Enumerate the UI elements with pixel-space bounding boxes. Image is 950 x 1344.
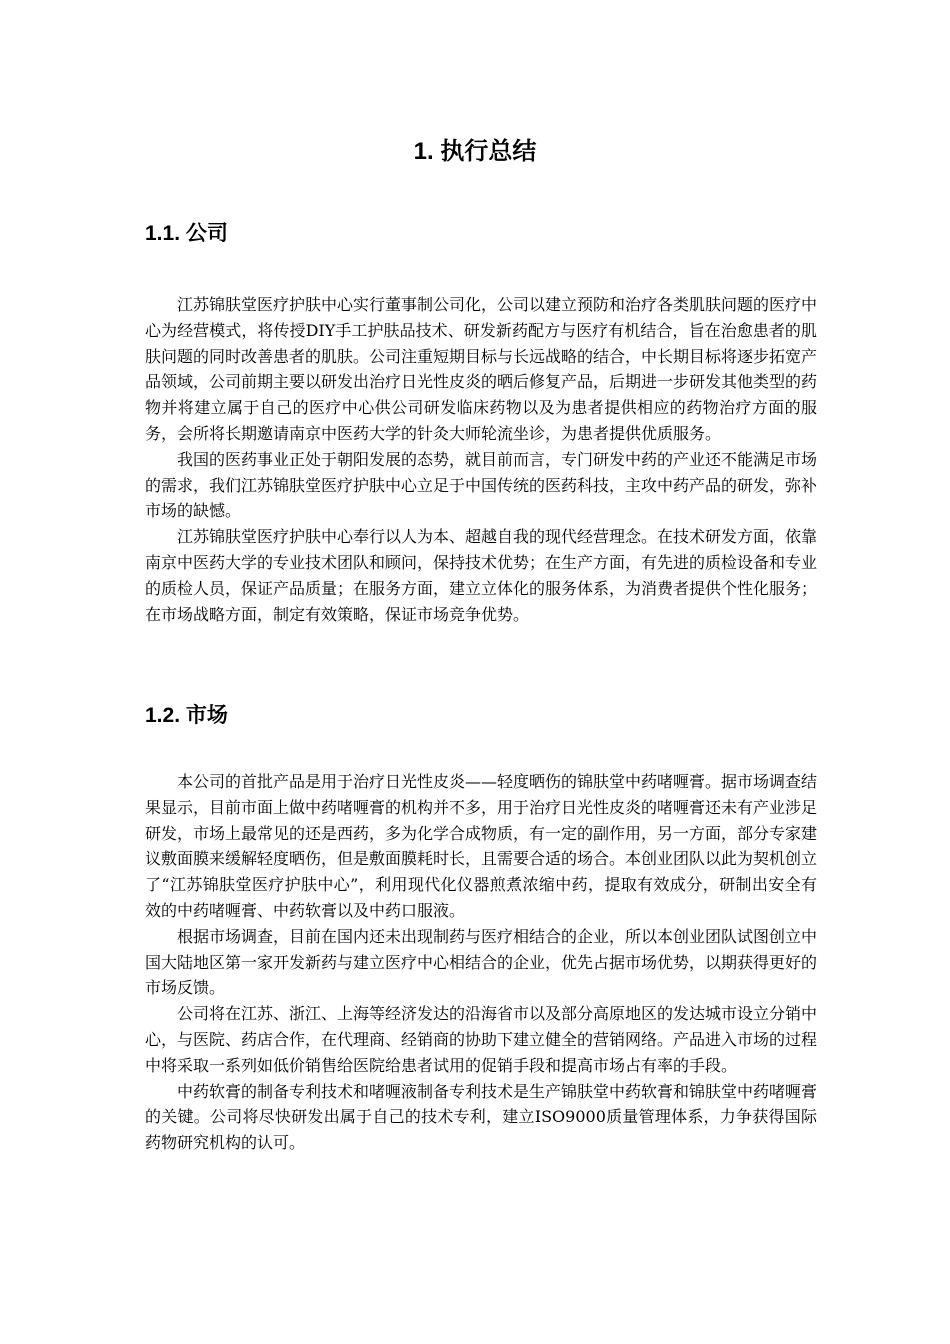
section-title-market: 1.2. 市场	[145, 704, 228, 727]
section-body-market	[145, 769, 817, 1156]
paragraph: 我国的医药事业正处于朝阳发展的态势，就目前而言，专门研发中药的产业还不能满足市场的需求，我们江苏锦肤堂医疗护肤中心立足于中国传统的医药科技，主攻中药产品的研发，弥补市场的缺憾。	[145, 449, 818, 521]
paragraph: 根据市场调查，目前在国内还未出现制药与医疗相结合的企业，所以本创业团队试图创立中国大陆地区第一家开发新药与建立医疗中心相结合的企业，优先占据市场优势，以期获得更好的市场反馈。	[145, 926, 818, 998]
section-title-company: 1.1. 公司	[145, 222, 228, 245]
paragraph: 中药软膏的制备专利技术和啫喱液制备专利技术是生产锦肤堂中药软膏和锦肤堂中药啫喱膏的关键。公司将尽快研发出属于自己的技术专利，建立ISO9000质量管理体系，力争获得国际药物研究机构的认可。	[145, 1081, 818, 1153]
chapter-title: 1. 执行总结	[413, 138, 537, 165]
paragraph: 江苏锦肤堂医疗护肤中心奉行以人为本、超越自我的现代经营理念。在技术研发方面，依靠南京中医药大学的专业技术团队和顾问，保持技术优势；在生产方面，有先进的质检设备和专业的质检人员，保证产品质量；在服务方面，建立立体化的服务体系，为消费者提供个性化服务；在市场战略方面，制定有效策略，保证市场竞争优势。	[145, 527, 818, 624]
paragraph: 公司将在江苏、浙江、上海等经济发达的沿海省市以及部分高原地区的发达城市设立分销中心，与医院、药店合作，在代理商、经销商的协助下建立健全的营销网络。产品进入市场的过程中将采取一系列如低价销售给医院给患者试用的促销手段和提高市场占有率的手段。	[145, 1004, 818, 1075]
paragraph: 江苏锦肤堂医疗护肤中心实行董事制公司化，公司以建立预防和治疗各类肌肤问题的医疗中心为经营模式，将传授DIY手工护肤品技术、研发新药配方与医疗有机结合，旨在治愈患者的肌肤问题的同时改善患者的肌肤。公司注重短期目标与长远战略的结合，中长期目标将逐步拓宽产品领域，公司前期主要以研发出治疗日光性皮炎的晒后修复产品，后期进一步研发其他类型的药物并将建立属于自己的医疗中心供公司研发临床药物以及为患者提供相应的药物治疗方面的服务，会所将长期邀请南京中医药大学的针灸大师轮流坐诊，为患者提供优质服务。	[145, 295, 818, 443]
paragraph: 本公司的首批产品是用于治疗日光性皮炎——轻度晒伤的锦肤堂中药啫喱膏。据市场调查结果显示，目前市面上做中药啫喱膏的机构并不多，用于治疗日光性皮炎的啫喱膏还未有产业涉足研发，市场上最常见的还是西药，多为化学合成物质，有一定的副作用，另一方面，部分专家建议敷面膜来缓解轻度晒伤，但是敷面膜耗时长，且需要合适的场合。本创业团队以此为契机创立了“江苏锦肤堂医疗护肤中心”，利用现代化仪器煎煮浓缩中药，提取有效成分，研制出安全有效的中药啫喱膏、中药软膏以及中药口服液。	[145, 772, 818, 920]
section-body-company	[145, 292, 817, 627]
